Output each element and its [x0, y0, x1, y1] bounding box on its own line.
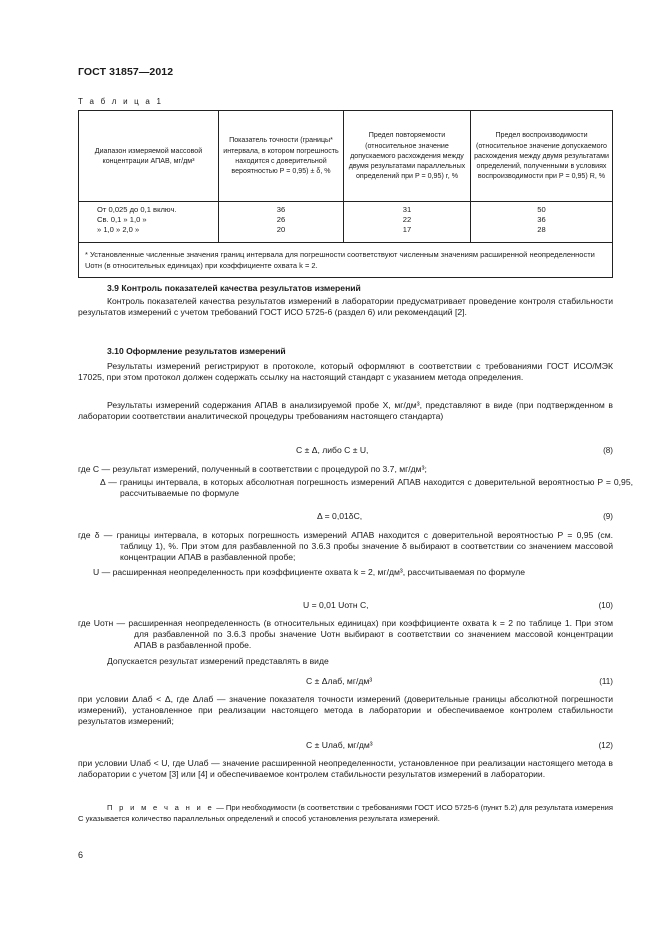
accuracy-cell — [219, 202, 344, 243]
formula-8: C ± Δ, либо C ± U, — [296, 445, 369, 455]
document-header: ГОСТ 31857—2012 — [78, 66, 174, 78]
header-accuracy: Показатель точности (границы* интервала, в котором погрешность находится с доверительной вероятностью P = 0,95) ± δ, % — [219, 111, 344, 202]
formula-10-number: (10) — [598, 601, 613, 610]
reproducibility-value: 50 — [537, 205, 546, 214]
reproducibility-value: 36 — [537, 215, 546, 225]
table-caption: Т а б л и ц а 1 — [78, 97, 164, 106]
table-header-row — [79, 111, 613, 202]
formula-9: Δ = 0,01δC, — [317, 511, 363, 521]
header-reproducibility: Предел воспроизводимости (относительное значение допускаемого расхождения между двумя результатами определений, полученными в условиях воспроизводимости при P = 0,95) R, % — [471, 111, 613, 202]
repeatability-value: 17 — [402, 225, 412, 235]
where-c-definition: где C — результат измерений, полученный в соответствии с процедурой по 3.7, мг/дм³; — [78, 464, 427, 474]
accuracy-value: 36 — [276, 205, 286, 214]
where-u-definition: U — расширенная неопределенность при коэффициенте охвата k = 2, мг/дм³, рассчитываемая по формуле — [93, 567, 526, 577]
formula-8-number: (8) — [603, 446, 613, 455]
range-cell — [79, 202, 219, 243]
section-3-9-text: Контроль показателей качества результатов измерений в лаборатории предусматривает проведение контроля стабильности результатов измерений с учетом требований ГОСТ ИСО 5725-6 (раздел 6) или рекомендаций [2]. — [78, 296, 613, 318]
section-3-9-title: 3.9 Контроль показателей качества результатов измерений — [107, 283, 361, 293]
note-block — [78, 802, 613, 824]
header-range: Диапазон измеряемой массовой концентрации АПАВ, мг/дм³ — [79, 111, 219, 202]
condition-u-lab: при условии Uлаб < U, где Uлаб — значение расширенной неопределенности, установленное при реализации настоящего метода в лаборатории с учетом [3] или [4] и обеспечиваемое контролем стабильности результатов измерений в лаборатории. — [78, 758, 613, 780]
range-value: » 1,0 » 2,0 » — [97, 225, 140, 235]
accuracy-value: 20 — [276, 225, 286, 235]
page-number: 6 — [78, 850, 84, 860]
table-data-row — [79, 202, 613, 243]
formula-11-number: (11) — [599, 677, 613, 686]
where-delta-definition: Δ — границы интервала, в которых абсолютная погрешность измерений АПАВ находится с доверительной вероятностью P = 0,95, рассчитываемые по формуле — [100, 477, 633, 499]
repeatability-value: 22 — [402, 215, 412, 225]
reproducibility-value: 28 — [537, 225, 546, 235]
paragraph-allowed-form: Допускается результат измерений представлять в виде — [107, 656, 329, 666]
reproducibility-cell — [471, 202, 613, 243]
formula-12-number: (12) — [598, 741, 613, 750]
table-footnote-row — [79, 243, 613, 278]
formula-11: C ± Δлаб, мг/дм³ — [306, 676, 373, 686]
table-footnote: * Установленные численные значения границ интервала для погрешности соответствуют численным значениям расширенной неопределенности Uотн (в относительных единицах) при коэффициенте охвата k = 2. — [79, 243, 613, 278]
note-label: П р и м е ч а н и е — [107, 803, 215, 812]
paragraph-result-form: Результаты измерений содержания АПАВ в анализируемой пробе X, мг/дм³, представляют в виде (при подтвержденном в лаборатории соответствии аналитической процедуры требованиям настоящего стандарта) — [78, 400, 613, 422]
condition-delta-lab: при условии Δлаб < Δ, где Δлаб — значение показателя точности измерений (доверительные границы абсолютной погрешности измерений), установленное при реализации настоящего метода в лаборатории и обеспечиваемое контролем стабильности результатов измерений; — [78, 694, 613, 727]
header-repeatability: Предел повторяемости (относительное значение допускаемого расхождения между двумя результатами параллельных определений при P = 0,95) r, % — [344, 111, 471, 202]
formula-9-number: (9) — [603, 512, 613, 521]
formula-12: C ± Uлаб, мг/дм³ — [306, 740, 373, 750]
range-value: Св. 0,1 » 1,0 » — [97, 215, 147, 225]
note-text: — При необходимости (в соответствии с требованиями ГОСТ ИСО 5725-6 (пункт 5.2) для результата измерения C указывается количество параллельных определений и способ установления результата измерений. — [78, 803, 613, 823]
where-u-rel-definition: где Uотн — расширенная неопределенность (в относительных единицах) при коэффициенте охвата k = 2 по таблице 1. При этом для разбавленной по 3.6.3 пробы значение Uотн выбирают в соответствии со значением массовой концентрации АПАВ в разбавленной пробе. — [78, 618, 613, 651]
repeatability-cell — [344, 202, 471, 243]
paragraph-protocol: Результаты измерений регистрируют в протоколе, который оформляют в соответствии с требованиями ГОСТ ИСО/МЭК 17025, при этом протокол должен содержать ссылку на настоящий стандарт с указанием метода определения. — [78, 361, 613, 383]
repeatability-value: 31 — [402, 205, 412, 214]
range-value: От 0,025 до 0,1 включ. — [97, 205, 177, 214]
where-small-delta-definition: где δ — границы интервала, в которых погрешность измерений АПАВ находится с доверительной вероятностью P = 0,95 (см. таблицу 1), %. При этом для разбавленной по 3.6.3 пробы значение δ выбирают в соответствии со значением массовой концентрации АПАВ в разбавленной пробе; — [78, 530, 613, 563]
accuracy-value: 26 — [276, 215, 286, 225]
accuracy-table — [78, 110, 613, 278]
formula-10: U = 0,01 Uотн C, — [303, 600, 369, 610]
section-3-10-title: 3.10 Оформление результатов измерений — [107, 346, 286, 356]
